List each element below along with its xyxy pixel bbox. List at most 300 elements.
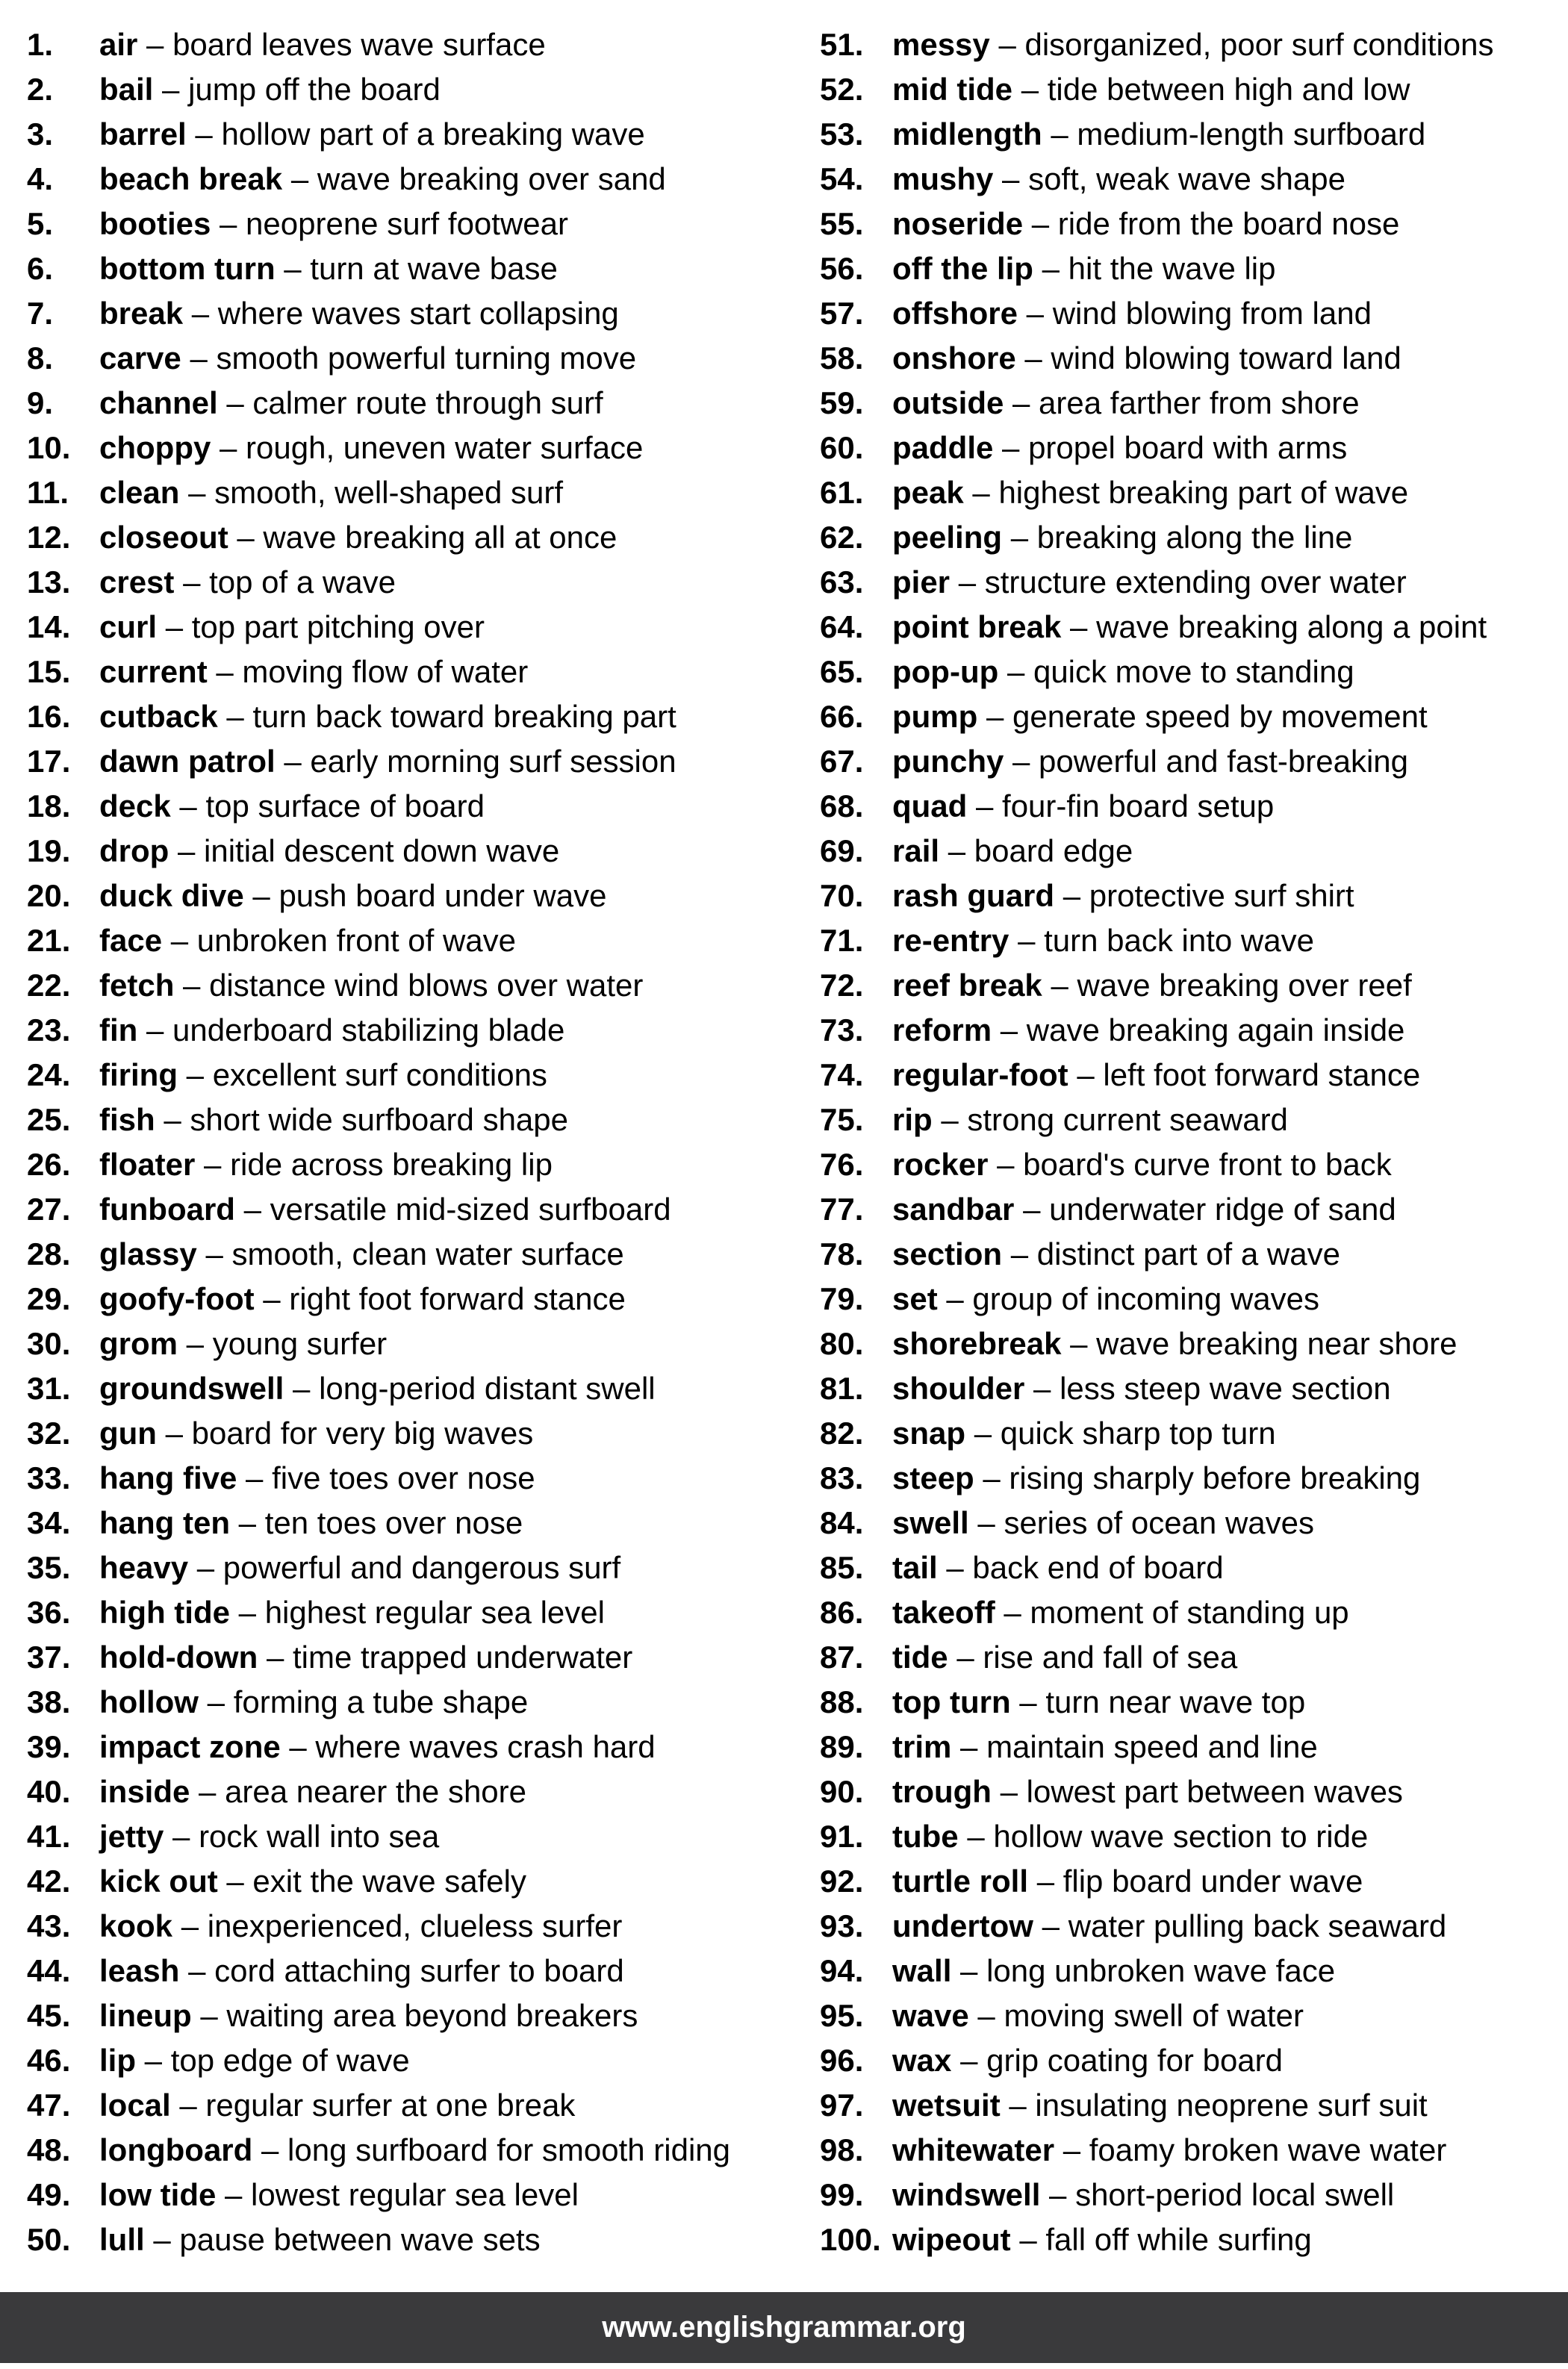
entry-separator: – [205, 1236, 223, 1271]
entry-term: offshore [892, 296, 1018, 331]
entry-separator: – [1063, 2132, 1081, 2167]
entry-separator: – [164, 1102, 181, 1137]
entry-separator: – [1031, 206, 1050, 241]
entry-number: 61. [820, 475, 864, 510]
entry-separator: – [146, 27, 164, 62]
entry-definition: wave breaking near shore [1096, 1326, 1457, 1361]
entry-number: 57. [820, 296, 864, 331]
entry-number: 39. [27, 1729, 71, 1764]
entry-term: gun [99, 1416, 157, 1451]
entry-term: low tide [99, 2177, 217, 2212]
glossary-entry [27, 1411, 811, 1456]
entry-number: 65. [820, 654, 864, 689]
glossary-entry [27, 1993, 811, 2038]
entry-separator: – [290, 161, 309, 196]
entry-separator: – [146, 1012, 164, 1047]
entry-term: pier [892, 564, 951, 600]
glossary-entry [27, 1322, 811, 1366]
entry-separator: – [162, 72, 180, 107]
entry-term: deck [99, 788, 171, 824]
entry-separator: – [220, 206, 237, 241]
entry-number: 49. [27, 2177, 71, 2212]
glossary-entry [820, 2173, 1568, 2217]
entry-term: windswell [892, 2177, 1041, 2212]
entry-term: regular-foot [892, 1057, 1068, 1092]
entry-separator: – [165, 609, 184, 644]
entry-number: 41. [27, 1819, 71, 1854]
entry-definition: lowest regular sea level [251, 2177, 579, 2212]
glossary-entry [820, 739, 1568, 784]
entry-term: kick out [99, 1864, 218, 1899]
glossary-entry [820, 1142, 1568, 1187]
entry-separator: – [1010, 520, 1029, 555]
entry-number: 86. [820, 1595, 864, 1630]
glossary-entry [27, 1142, 811, 1187]
entry-number: 21. [27, 923, 71, 958]
entry-separator: – [226, 699, 244, 734]
entry-definition: regular surfer at one break [205, 2088, 576, 2123]
glossary-entry [820, 874, 1568, 918]
entry-separator: – [284, 744, 302, 779]
entry-definition: rock wall into sea [199, 1819, 440, 1854]
entry-term: curl [99, 609, 158, 644]
entry-definition: generate speed by movement [1012, 699, 1428, 734]
entry-term: inside [99, 1774, 190, 1809]
entry-separator: – [172, 1819, 190, 1854]
entry-term: punchy [892, 744, 1004, 779]
entry-term: onshore [892, 340, 1016, 376]
glossary-entry [27, 291, 811, 336]
entry-separator: – [974, 1416, 992, 1451]
entry-definition: turn at wave base [310, 251, 558, 286]
entry-number: 74. [820, 1057, 864, 1092]
glossary-entry [27, 470, 811, 515]
entry-number: 26. [27, 1147, 71, 1182]
entry-definition: medium-length surfboard [1077, 116, 1426, 152]
entry-number: 18. [27, 788, 71, 824]
entry-separator: – [1009, 2088, 1027, 2123]
entry-definition: board for very big waves [191, 1416, 534, 1451]
entry-term: dawn patrol [99, 744, 276, 779]
entry-definition: excellent surf conditions [212, 1057, 547, 1092]
entry-term: turtle roll [892, 1864, 1029, 1899]
glossary-entry [820, 1545, 1568, 1590]
entry-number: 51. [820, 27, 864, 62]
entry-term: wall [892, 1953, 952, 1988]
glossary-entry [27, 694, 811, 739]
entry-separator: – [956, 1640, 974, 1675]
entry-separator: – [1042, 251, 1060, 286]
entry-definition: maintain speed and line [986, 1729, 1318, 1764]
glossary-column-left [27, 22, 811, 2262]
entry-definition: insulating neoprene surf suit [1035, 2088, 1428, 2123]
entry-number: 6. [27, 251, 54, 286]
entry-number: 5. [27, 206, 54, 241]
entry-definition: unbroken front of wave [196, 923, 517, 958]
entry-number: 24. [27, 1057, 71, 1092]
entry-number: 95. [820, 1998, 864, 2033]
entry-term: shorebreak [892, 1326, 1062, 1361]
entry-number: 71. [820, 923, 864, 958]
entry-number: 13. [27, 564, 71, 600]
entry-term: local [99, 2088, 171, 2123]
entry-definition: disorganized, poor surf conditions [1024, 27, 1494, 62]
entry-number: 68. [820, 788, 864, 824]
entry-number: 56. [820, 251, 864, 286]
entry-definition: rising sharply before breaking [1009, 1460, 1421, 1495]
entry-separator: – [977, 1505, 995, 1540]
entry-number: 98. [820, 2132, 864, 2167]
entry-definition: versatile mid-sized surfboard [270, 1192, 671, 1227]
entry-number: 100. [820, 2222, 881, 2257]
entry-separator: – [226, 1864, 244, 1899]
entry-term: swell [892, 1505, 969, 1540]
entry-separator: – [1021, 72, 1039, 107]
entry-definition: where waves crash hard [315, 1729, 656, 1764]
entry-definition: ten toes over nose [264, 1505, 523, 1540]
glossary-entry [820, 1232, 1568, 1277]
entry-number: 19. [27, 833, 71, 868]
entry-definition: quick sharp top turn [1000, 1416, 1276, 1451]
entry-number: 93. [820, 1908, 864, 1943]
entry-definition: area nearer the shore [225, 1774, 526, 1809]
entry-number: 63. [820, 564, 864, 600]
entry-term: glassy [99, 1236, 197, 1271]
entry-definition: distance wind blows over water [209, 968, 644, 1003]
glossary-entry [820, 1187, 1568, 1232]
entry-definition: water pulling back seaward [1068, 1908, 1447, 1943]
entry-definition: push board under wave [279, 878, 607, 913]
entry-term: tail [892, 1550, 938, 1585]
entry-definition: powerful and dangerous surf [223, 1550, 621, 1585]
entry-definition: exit the wave safely [252, 1864, 526, 1899]
entry-term: barrel [99, 116, 187, 152]
entry-definition: flip board under wave [1063, 1864, 1363, 1899]
entry-definition: wind blowing toward land [1051, 340, 1401, 376]
glossary-entry [820, 1859, 1568, 1904]
entry-number: 27. [27, 1192, 71, 1227]
entry-term: pop-up [892, 654, 999, 689]
entry-term: pump [892, 699, 978, 734]
entry-separator: – [238, 1505, 257, 1540]
glossary-entry [27, 1680, 811, 1725]
entry-term: peak [892, 475, 964, 510]
entry-term: longboard [99, 2132, 253, 2167]
glossary-entry [820, 336, 1568, 381]
glossary-entry [27, 1949, 811, 1993]
entry-separator: – [207, 1684, 225, 1719]
entry-separator: – [1019, 1684, 1037, 1719]
entry-number: 44. [27, 1953, 71, 1988]
entry-separator: – [1000, 1012, 1018, 1047]
entry-term: beach break [99, 161, 283, 196]
entry-number: 52. [820, 72, 864, 107]
entry-separator: – [958, 564, 977, 600]
entry-number: 23. [27, 1012, 71, 1047]
entry-definition: moving swell of water [1004, 1998, 1304, 2033]
entry-term: rail [892, 833, 940, 868]
entry-number: 25. [27, 1102, 71, 1137]
glossary-entry [820, 605, 1568, 650]
entry-term: clean [99, 475, 180, 510]
entry-term: closeout [99, 520, 228, 555]
entry-separator: – [1012, 385, 1030, 420]
entry-separator: – [1002, 161, 1020, 196]
entry-definition: right foot forward stance [289, 1281, 626, 1316]
entry-separator: – [946, 1281, 964, 1316]
entry-separator: – [1042, 1908, 1060, 1943]
glossary-entry [820, 515, 1568, 560]
glossary-entry [27, 1366, 811, 1411]
entry-separator: – [997, 1147, 1015, 1182]
entry-separator: – [183, 968, 201, 1003]
entry-definition: tide between high and low [1047, 72, 1410, 107]
entry-definition: wave breaking over reef [1077, 968, 1412, 1003]
entry-separator: – [1051, 968, 1068, 1003]
glossary-entry [27, 1545, 811, 1590]
entry-term: peeling [892, 520, 1003, 555]
entry-definition: soft, weak wave shape [1028, 161, 1345, 196]
entry-term: noseride [892, 206, 1024, 241]
entry-definition: four-fin board setup [1002, 788, 1275, 824]
entry-term: mid tide [892, 72, 1013, 107]
entry-definition: time trapped underwater [292, 1640, 633, 1675]
entry-separator: – [983, 1460, 1001, 1495]
entry-term: face [99, 923, 163, 958]
entry-term: fish [99, 1102, 155, 1137]
entry-definition: long-period distant swell [319, 1371, 656, 1406]
entry-number: 42. [27, 1864, 71, 1899]
entry-definition: top surface of board [205, 788, 485, 824]
glossary-entry [820, 1322, 1568, 1366]
entry-number: 30. [27, 1326, 71, 1361]
entry-number: 84. [820, 1505, 864, 1540]
entry-number: 8. [27, 340, 54, 376]
entry-separator: – [293, 1371, 311, 1406]
entry-number: 10. [27, 430, 71, 465]
entry-separator: – [1002, 430, 1020, 465]
entry-definition: top edge of wave [170, 2043, 410, 2078]
glossary-entry [27, 246, 811, 291]
entry-term: steep [892, 1460, 974, 1495]
entry-separator: – [263, 1281, 281, 1316]
entry-number: 12. [27, 520, 71, 555]
entry-term: set [892, 1281, 938, 1316]
glossary-entry [27, 1053, 811, 1098]
entry-number: 59. [820, 385, 864, 420]
entry-separator: – [946, 1550, 964, 1585]
entry-number: 88. [820, 1684, 864, 1719]
entry-definition: powerful and fast-breaking [1039, 744, 1409, 779]
footer-bar [0, 2292, 1568, 2363]
entry-separator: – [967, 1819, 985, 1854]
entry-number: 70. [820, 878, 864, 913]
glossary-entry [27, 1008, 811, 1053]
entry-definition: ride from the board nose [1057, 206, 1400, 241]
entry-term: tide [892, 1640, 948, 1675]
entry-number: 89. [820, 1729, 864, 1764]
glossary-entry [820, 2128, 1568, 2173]
glossary-entry [820, 2217, 1568, 2262]
entry-number: 76. [820, 1147, 864, 1182]
entry-term: whitewater [892, 2132, 1055, 2167]
glossary-entry [820, 2038, 1568, 2083]
entry-term: re-entry [892, 923, 1009, 958]
entry-definition: forming a tube shape [233, 1684, 529, 1719]
entry-definition: ride across breaking lip [230, 1147, 553, 1182]
entry-term: section [892, 1236, 1003, 1271]
glossary-entry [820, 1769, 1568, 1814]
entry-separator: – [237, 520, 255, 555]
glossary-entry [820, 650, 1568, 694]
glossary-entry [820, 1277, 1568, 1322]
entry-number: 79. [820, 1281, 864, 1316]
glossary-entry [820, 918, 1568, 963]
glossary-entry [27, 560, 811, 605]
entry-definition: strong current seaward [967, 1102, 1288, 1137]
entry-separator: – [191, 296, 210, 331]
entry-term: wipeout [892, 2222, 1011, 2257]
glossary-entry [820, 1366, 1568, 1411]
entry-number: 34. [27, 1505, 71, 1540]
entry-definition: structure extending over water [984, 564, 1407, 600]
entry-number: 53. [820, 116, 864, 152]
entry-separator: – [246, 1460, 264, 1495]
entry-definition: long unbroken wave face [986, 1953, 1336, 1988]
entry-number: 81. [820, 1371, 864, 1406]
glossary-entry [27, 1098, 811, 1142]
entry-term: hollow [99, 1684, 199, 1719]
entry-term: paddle [892, 430, 994, 465]
glossary-entry [27, 1501, 811, 1545]
entry-term: quad [892, 788, 968, 824]
glossary-entry [27, 202, 811, 246]
entry-number: 50. [27, 2222, 71, 2257]
entry-separator: – [226, 385, 244, 420]
entry-term: impact zone [99, 1729, 281, 1764]
entry-term: point break [892, 609, 1062, 644]
entry-number: 14. [27, 609, 71, 644]
glossary-entry [27, 2173, 811, 2217]
entry-number: 28. [27, 1236, 71, 1271]
entry-term: reef break [892, 968, 1042, 1003]
entry-separator: – [289, 1729, 307, 1764]
entry-separator: – [186, 1326, 205, 1361]
entry-separator: – [960, 1953, 978, 1988]
entry-separator: – [238, 1595, 257, 1630]
entry-definition: rough, uneven water surface [246, 430, 644, 465]
entry-term: carve [99, 340, 181, 376]
entry-term: trim [892, 1729, 952, 1764]
entry-separator: – [243, 1192, 261, 1227]
entry-number: 85. [820, 1550, 864, 1585]
glossary-entry [27, 67, 811, 112]
entry-definition: hollow part of a breaking wave [221, 116, 645, 152]
entry-definition: smooth, clean water surface [231, 1236, 624, 1271]
entry-separator: – [284, 251, 302, 286]
entry-separator: – [181, 1908, 199, 1943]
entry-definition: top part pitching over [191, 609, 485, 644]
entry-term: hang ten [99, 1505, 230, 1540]
entry-definition: early morning surf session [310, 744, 676, 779]
glossary-entry [820, 22, 1568, 67]
entry-separator: – [1004, 1595, 1021, 1630]
glossary-entry [820, 1098, 1568, 1142]
entry-term: wave [892, 1998, 969, 2033]
entry-definition: wind blowing from land [1052, 296, 1372, 331]
entry-definition: grip coating for board [986, 2043, 1284, 2078]
entry-term: break [99, 296, 184, 331]
entry-number: 78. [820, 1236, 864, 1271]
glossary-entry [27, 112, 811, 157]
glossary-entry [820, 1993, 1568, 2038]
entry-term: channel [99, 385, 218, 420]
glossary-entry [820, 829, 1568, 874]
entry-number: 47. [27, 2088, 71, 2123]
entry-term: floater [99, 1147, 196, 1182]
entry-definition: underboard stabilizing blade [172, 1012, 565, 1047]
entry-number: 80. [820, 1326, 864, 1361]
entry-separator: – [977, 1998, 995, 2033]
entry-term: rash guard [892, 878, 1055, 913]
glossary-entry [27, 2083, 811, 2128]
entry-separator: – [948, 833, 966, 868]
entry-term: tube [892, 1819, 959, 1854]
glossary-entry [27, 2038, 811, 2083]
entry-term: jetty [99, 1819, 164, 1854]
entry-separator: – [199, 1774, 217, 1809]
entry-definition: turn back toward breaking part [252, 699, 676, 734]
entry-definition: neoprene surf footwear [246, 206, 568, 241]
entry-term: grom [99, 1326, 178, 1361]
entry-definition: breaking along the line [1036, 520, 1353, 555]
entry-definition: short-period local swell [1075, 2177, 1395, 2212]
glossary-entry [27, 1232, 811, 1277]
entry-separator: – [1024, 340, 1042, 376]
entry-term: top turn [892, 1684, 1011, 1719]
entry-number: 75. [820, 1102, 864, 1137]
entry-definition: foamy broken wave water [1089, 2132, 1447, 2167]
entry-term: drop [99, 833, 169, 868]
entry-term: booties [99, 206, 211, 241]
entry-term: snap [892, 1416, 966, 1451]
entry-term: off the lip [892, 251, 1033, 286]
entry-term: crest [99, 564, 175, 600]
glossary-entry [27, 1187, 811, 1232]
entry-term: lineup [99, 1998, 192, 2033]
entry-term: funboard [99, 1192, 235, 1227]
entry-term: mushy [892, 161, 994, 196]
entry-number: 69. [820, 833, 864, 868]
entry-definition: board leaves wave surface [172, 27, 546, 62]
glossary-entry [820, 67, 1568, 112]
glossary-entry [820, 1635, 1568, 1680]
entry-term: trough [892, 1774, 992, 1809]
entry-term: rip [892, 1102, 933, 1137]
glossary-entry [27, 650, 811, 694]
glossary-entry [27, 874, 811, 918]
entry-definition: protective surf shirt [1089, 878, 1354, 913]
entry-definition: pause between wave sets [179, 2222, 541, 2257]
entry-definition: turn near wave top [1045, 1684, 1306, 1719]
entry-number: 31. [27, 1371, 71, 1406]
glossary-entry [27, 336, 811, 381]
entry-definition: initial descent down wave [204, 833, 560, 868]
entry-number: 64. [820, 609, 864, 644]
entry-separator: – [1036, 1864, 1055, 1899]
entry-number: 54. [820, 161, 864, 196]
glossary-entry [820, 1590, 1568, 1635]
